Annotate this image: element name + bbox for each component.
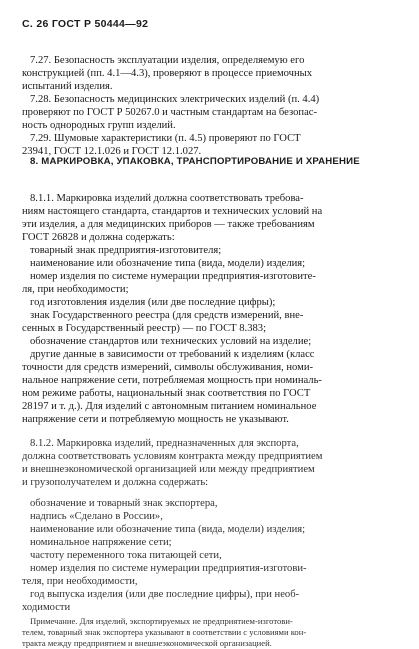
text-line: надпись «Сделано в России», bbox=[30, 511, 163, 522]
text-line: проверяют по ГОСТ Р 50267.0 и частным стандартам на безопас- bbox=[22, 107, 318, 118]
text-line: 23941, ГОСТ 12.1.026 и ГОСТ 12.1.027. bbox=[22, 146, 202, 157]
text-line: ниям настоящего стандарта, стандартов и технических условий на bbox=[22, 206, 323, 217]
text-line: наименование или обозначение типа (вида, модели) изделия; bbox=[30, 524, 306, 535]
text-line: нальное напряжение сети, потребляемая мощность при номиналь- bbox=[22, 375, 322, 386]
text-line: ность однородных групп изделий. bbox=[22, 120, 176, 131]
text-line: сенных в Государственный реестр) — по ГОСТ 8.383; bbox=[22, 323, 267, 334]
text-line: наименование или обозначение типа (вида, модели) изделия; bbox=[30, 258, 306, 269]
text-line: частоту переменного тока питающей сети, bbox=[30, 550, 222, 561]
text-line: ходимости bbox=[22, 602, 71, 613]
text-line: и внешнеэкономической организацией или между предприятием bbox=[22, 464, 315, 475]
text-line: номер изделия по системе нумерации предприятия-изготовите- bbox=[30, 271, 316, 282]
text-line: и грузополучателем и должна содержать: bbox=[22, 477, 209, 488]
text-line: товарный знак предприятия-изготовителя; bbox=[30, 245, 222, 256]
text-line: номер изделия по системе нумерации предприятия-изготови- bbox=[30, 563, 307, 574]
text-line: другие данные в зависимости от требований к изделиям (класс bbox=[30, 349, 315, 360]
text-line: 7.27. Безопасность эксплуатации изделия, определяемую его bbox=[30, 55, 305, 66]
section-title: 8. МАРКИРОВКА, УПАКОВКА, ТРАНСПОРТИРОВАНИЕ И ХРАНЕНИЕ bbox=[30, 156, 360, 167]
text-line: ГОСТ 26828 и должна содержать: bbox=[22, 232, 175, 243]
note-line: тракта между предприятием и внешнеэкономической организацией. bbox=[22, 638, 272, 648]
note-line: телем, товарный знак экспортера указывают в соответствии с условиями кон- bbox=[22, 627, 307, 637]
text-line: номинальное напряжение сети; bbox=[30, 537, 172, 548]
text-line: теля, при необходимости, bbox=[22, 576, 138, 587]
page-header: С. 26 ГОСТ Р 50444—92 bbox=[22, 18, 149, 30]
text-line: обозначение стандартов или технических условий на изделие; bbox=[30, 336, 312, 347]
text-line: год выпуска изделия (или две последние цифры), при необ- bbox=[30, 589, 300, 600]
text-line: год изготовления изделия (или две последние цифры); bbox=[30, 297, 276, 308]
text-line: знак Государственного реестра (для средств измерений, вне- bbox=[30, 310, 304, 321]
text-line: 7.29. Шумовые характеристики (п. 4.5) проверяют по ГОСТ bbox=[30, 133, 301, 144]
text-line: 7.28. Безопасность медицинских электрических изделий (п. 4.4) bbox=[30, 94, 320, 105]
text-line: ля, при необходимости; bbox=[22, 284, 129, 295]
text-line: обозначение и товарный знак экспортера, bbox=[30, 498, 218, 509]
text-line: 8.1.1. Маркировка изделий должна соответствовать требова- bbox=[30, 193, 304, 204]
text-line: 8.1.2. Маркировка изделий, предназначенных для экспорта, bbox=[30, 438, 299, 449]
text-line: эти изделия, а для медицинских приборов — также требованиям bbox=[22, 219, 315, 230]
text-line: 28197 и т. д.). Для изделий с автономным питанием номинальное bbox=[22, 401, 317, 412]
note-line: Примечание. Для изделий, экспортируемых не предприятием-изготови- bbox=[30, 616, 293, 626]
text-line: ном режиме работы, национальный знак соответствия по ГОСТ bbox=[22, 388, 311, 399]
text-line: должна соответствовать условиям контракта между предприятием bbox=[22, 451, 323, 462]
text-line: конструкцией (пп. 4.1—4.3), проверяют в процессе приемочных bbox=[22, 68, 313, 79]
text-line: испытаний изделия. bbox=[22, 81, 113, 92]
text-line: напряжение сети и потребляемую мощность не указывают. bbox=[22, 414, 289, 425]
text-line: точности для средств измерений, символы обслуживания, номи- bbox=[22, 362, 314, 373]
